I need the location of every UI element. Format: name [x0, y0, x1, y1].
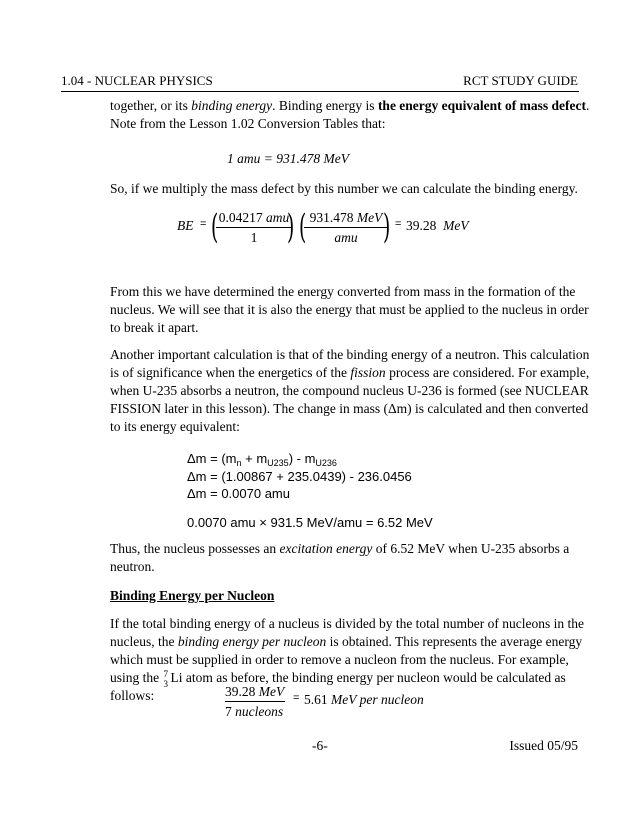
fraction-1-numerator: 0.04217 amu: [218, 210, 290, 225]
fraction-2-numerator: 931.478 MeV: [309, 210, 383, 225]
para-nucleon-line-4: using the 7 3 Li atom as before, the binding energy per nucleon would be calculated as: [110, 669, 566, 689]
para-neutron-line-5: to its energy equivalent:: [110, 419, 240, 434]
left-paren-2: (: [298, 207, 307, 247]
section-heading: Binding Energy per Nucleon: [110, 588, 275, 603]
para-determined-line-3: to break it apart.: [110, 320, 199, 335]
page-number: -6-: [312, 738, 328, 753]
right-paren-1: ): [286, 207, 295, 247]
fraction-1-bar: [216, 227, 292, 228]
para-determined-line-1: From this we have determined the energy converted from mass in the formation of the: [110, 284, 576, 299]
term-binding-energy: binding energy: [191, 98, 273, 113]
para-thus-line-2: neutron.: [110, 559, 155, 574]
para-nucleon-line-2: nucleus, the binding energy per nucleon is obtained. This represents the average energy: [110, 634, 583, 649]
multiply-sentence: So, if we multiply the mass defect by this number we can calculate the binding energy.: [110, 181, 578, 196]
fraction-2-bar: [304, 227, 388, 228]
fraction-2-denominator: amu: [334, 230, 358, 245]
be-equals-1: =: [200, 218, 207, 230]
header-right: RCT STUDY GUIDE: [463, 73, 578, 88]
amu-equation: 1 amu = 931.478 MeV: [227, 151, 349, 166]
para-neutron-line-3: when U-235 absorbs a neutron, the compound nucleus U-236 is formed (see NUCLEAR: [110, 383, 589, 398]
isotope-notation: 7 3: [163, 669, 168, 689]
fraction-1-denominator: 1: [250, 230, 258, 245]
intro-line-2: Note from the Lesson 1.02 Conversion Tables that:: [110, 116, 386, 131]
intro-line-1: together, or its binding energy. Binding energy is the energy equivalent of mass defect.: [110, 98, 590, 113]
term-binding-energy-per-nucleon: binding energy per nucleon: [177, 634, 327, 649]
para-neutron-line-2: is of significance when the energetics of the fission process are considered. For example,: [110, 365, 590, 380]
nucleon-denominator: 7 nucleons: [225, 704, 284, 719]
be-equals-2: =: [395, 218, 402, 230]
header-rule: [61, 91, 579, 92]
calc-line-1: $\Delta m = (m_n + m_{U235}) - m_{U236}$: [187, 451, 337, 468]
nucleon-equals: =: [293, 692, 300, 704]
para-nucleon-line-3: which must be supplied in order to remove a nucleon from the nucleus. For example,: [110, 652, 569, 667]
para-nucleon-line-5: follows:: [110, 688, 155, 703]
right-paren-2: ): [382, 207, 391, 247]
term-excitation-energy: excitation energy: [279, 541, 373, 556]
para-neutron-line-1: Another important calculation is that of the binding energy of a neutron. This calculation: [110, 347, 590, 362]
para-neutron-line-4: FISSION later in this lesson). The change in mass (Δm) is calculated and then converted: [110, 401, 589, 416]
nucleon-fraction-bar: [225, 701, 285, 702]
para-determined-line-2: nucleus. We will see that it is also the energy that must be applied to the nucleus in order: [110, 302, 589, 317]
be-result: 39.28 MeV: [406, 218, 469, 233]
header-left: 1.04 - NUCLEAR PHYSICS: [61, 73, 213, 88]
calc-line-4: 0.0070 amu × 931.5 MeV/amu = 6.52 MeV: [187, 515, 433, 530]
para-nucleon-line-1: If the total binding energy of a nucleus is divided by the total number of nucleons in the: [110, 616, 585, 631]
term-fission: fission: [350, 365, 386, 380]
be-lhs: BE: [177, 218, 194, 233]
left-paren-1: (: [210, 207, 219, 247]
nucleon-numerator: 39.28 MeV: [225, 684, 285, 699]
para-thus: Thus, the nucleus possesses an excitation energy of 6.52 MeV when U-235 absorbs a: [110, 541, 570, 556]
definition-bold: the energy equivalent of mass defect: [377, 98, 587, 113]
nucleon-result: 5.61 MeV per nucleon: [304, 692, 424, 707]
calc-line-3: Δm = 0.0070 amu: [187, 486, 290, 501]
issued-date: Issued 05/95: [509, 738, 578, 753]
calc-line-2: Δm = (1.00867 + 235.0439) - 236.0456: [187, 469, 412, 484]
